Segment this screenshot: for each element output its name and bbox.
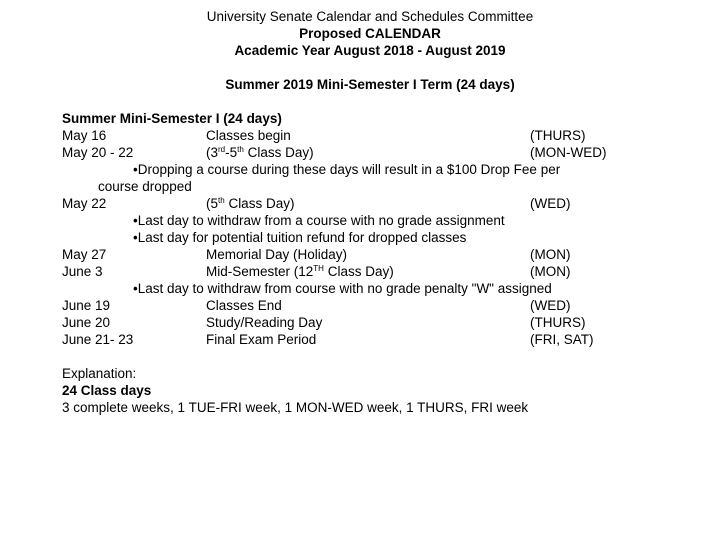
explanation-label: Explanation: <box>62 366 137 381</box>
event-cell: Classes begin <box>206 128 291 143</box>
date-cell: June 3 <box>62 264 103 279</box>
class-days-count: 24 Class days <box>62 383 152 398</box>
committee-title: University Senate Calendar and Schedules Committee <box>206 9 534 24</box>
date-cell: May 20 - 22 <box>62 145 134 160</box>
section-title: Summer Mini-Semester I (24 days) <box>62 111 282 126</box>
day-cell: (MON-WED) <box>530 145 607 160</box>
event-cell: Final Exam Period <box>206 332 317 347</box>
day-cell: (WED) <box>530 298 571 313</box>
date-cell: May 22 <box>62 196 107 211</box>
bullet-note: •Last day to withdraw from course with no grade penalty "W" assigned <box>133 281 552 296</box>
event-cell: Mid-Semester (12TH Class Day) <box>206 264 394 279</box>
date-cell: May 27 <box>62 247 107 262</box>
weeks-breakdown: 3 complete weeks, 1 TUE-FRI week, 1 MON-WED week, 1 THURS, FRI week <box>62 400 529 415</box>
event-cell: Classes End <box>206 298 282 313</box>
date-cell: June 21- 23 <box>62 332 134 347</box>
day-cell: (THURS) <box>530 315 586 330</box>
event-cell: (5th Class Day) <box>206 196 295 211</box>
day-cell: (FRI, SAT) <box>530 332 594 347</box>
date-cell: May 16 <box>62 128 107 143</box>
bullet-note: •Last day to withdraw from a course with no grade assignment <box>133 213 505 228</box>
event-cell: Study/Reading Day <box>206 315 323 330</box>
day-cell: (THURS) <box>530 128 586 143</box>
academic-year: Academic Year August 2018 - August 2019 <box>234 43 506 58</box>
bullet-note-continued: course dropped <box>98 179 192 194</box>
calendar-title: Proposed CALENDAR <box>299 26 441 41</box>
day-cell: (MON) <box>530 264 571 279</box>
term-title: Summer 2019 Mini-Semester I Term (24 days) <box>225 77 515 92</box>
bullet-note: •Dropping a course during these days will result in a $100 Drop Fee per <box>133 162 561 177</box>
date-cell: June 19 <box>62 298 111 313</box>
event-cell: Memorial Day (Holiday) <box>206 247 348 262</box>
event-cell: (3rd-5th Class Day) <box>206 145 314 160</box>
bullet-note: •Last day for potential tuition refund for dropped classes <box>133 230 467 245</box>
date-cell: June 20 <box>62 315 111 330</box>
day-cell: (MON) <box>530 247 571 262</box>
day-cell: (WED) <box>530 196 571 211</box>
